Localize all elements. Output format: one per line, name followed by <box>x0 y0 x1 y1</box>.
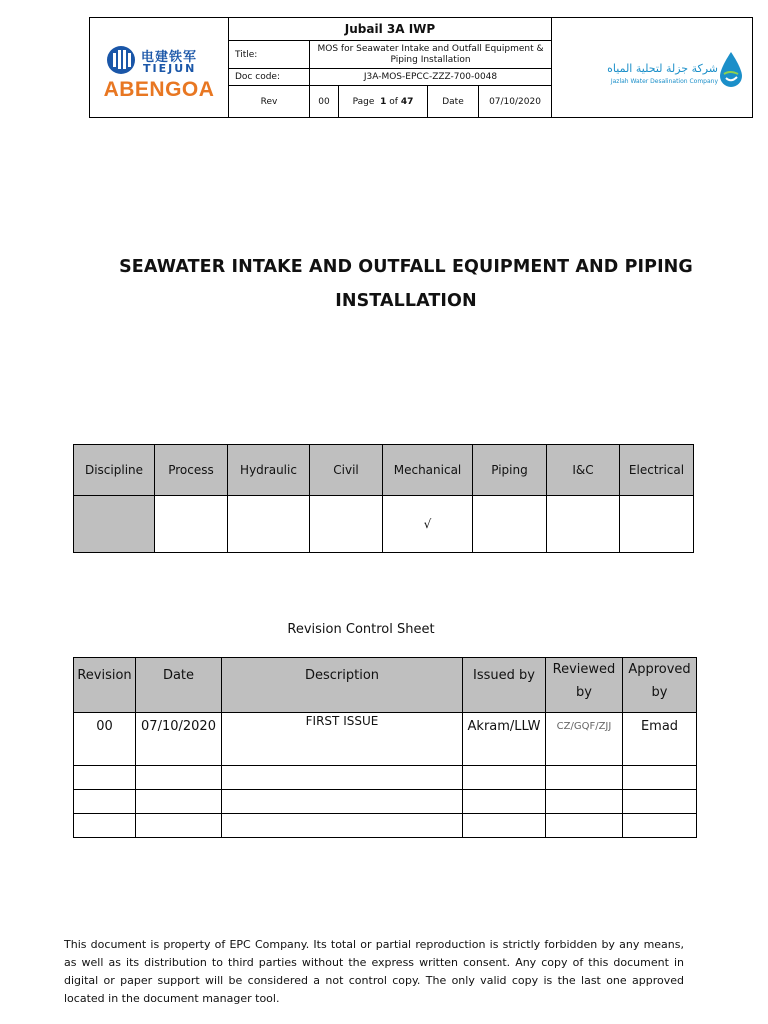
project-name: Jubail 3A IWP <box>229 18 552 41</box>
date-value: 07/10/2020 <box>479 86 552 118</box>
disclaimer-text: This document is property of EPC Company. Its total or partial reproduction is strictly forbidden by any means, as well as its distribution to third parties without the express written consent. Any copy of this document in digital or paper support will be considered a not control copy. The only valid copy is the last one approved located in the document manager tool. <box>64 938 684 1005</box>
revision-header: Revision <box>74 658 136 713</box>
right-logo-cell <box>552 18 753 118</box>
approved-by-header: Approved by <box>623 658 697 713</box>
date-header: Date <box>136 658 222 713</box>
process-header: Process <box>155 445 228 496</box>
electrical-cell <box>620 496 694 553</box>
civil-header: Civil <box>310 445 383 496</box>
date-label: Date <box>428 86 479 118</box>
rev-label: Rev <box>229 86 310 118</box>
tiejun-brand-text: TIEJUN <box>143 62 197 75</box>
page-of: of <box>389 96 398 107</box>
mechanical-header: Mechanical <box>383 445 473 496</box>
water-drop-icon <box>718 50 744 90</box>
ic-cell <box>547 496 620 553</box>
page-label: Page <box>352 96 375 107</box>
tiejun-chinese-text: 电建铁军 <box>141 50 198 65</box>
revision-caption: Revision Control Sheet <box>287 622 435 637</box>
page-field <box>339 86 428 118</box>
doc-code-value: J3A-MOS-EPCC-ZZZ-700-0048 <box>310 69 552 86</box>
document-title <box>90 250 722 318</box>
date-cell: 07/10/2020 <box>136 713 222 766</box>
revision-cell: 00 <box>74 713 136 766</box>
table-row <box>74 814 697 838</box>
hydraulic-cell <box>228 496 310 553</box>
title-label: Title: <box>229 41 310 69</box>
header-table <box>89 17 753 118</box>
abengoa-logo-text: ABENGOA <box>103 78 215 101</box>
ic-header: I&C <box>547 445 620 496</box>
hydraulic-header: Hydraulic <box>228 445 310 496</box>
tiejun-logo-icon <box>106 45 136 75</box>
description-cell: FIRST ISSUE <box>222 713 463 766</box>
doc-code-label: Doc code: <box>229 69 310 86</box>
document-title-line1: SEAWATER INTAKE AND OUTFALL EQUIPMENT AND PIPING <box>119 257 693 277</box>
page-total: 47 <box>400 96 414 107</box>
table-row <box>74 766 697 790</box>
discipline-cell <box>74 496 155 553</box>
page-number: 1 <box>380 96 387 107</box>
civil-cell <box>310 496 383 553</box>
electrical-header: Electrical <box>620 445 694 496</box>
document-title-line2: INSTALLATION <box>335 291 477 311</box>
title-value: MOS for Seawater Intake and Outfall Equipment & Piping Installation <box>310 41 552 69</box>
discipline-table <box>73 444 694 553</box>
reviewed-by-header: Reviewed by <box>546 658 623 713</box>
discipline-header: Discipline <box>74 445 155 496</box>
issued-by-header: Issued by <box>463 658 546 713</box>
piping-cell <box>473 496 547 553</box>
reviewed-by-cell: CZ/GQF/ZJJ <box>546 713 623 766</box>
table-row <box>74 713 697 766</box>
piping-header: Piping <box>473 445 547 496</box>
left-logo-cell <box>90 18 229 118</box>
revision-table <box>73 657 697 838</box>
description-header: Description <box>222 658 463 713</box>
issued-by-cell: Akram/LLW <box>463 713 546 766</box>
jazlah-english-text: Jazlah Water Desalination Company <box>610 78 719 85</box>
rev-value: 00 <box>310 86 339 118</box>
jazlah-arabic-text: شركة جزلة لتحلية المياه <box>607 62 719 75</box>
mechanical-cell: √ <box>383 496 473 553</box>
approved-by-cell: Emad <box>623 713 697 766</box>
table-row <box>74 790 697 814</box>
process-cell <box>155 496 228 553</box>
